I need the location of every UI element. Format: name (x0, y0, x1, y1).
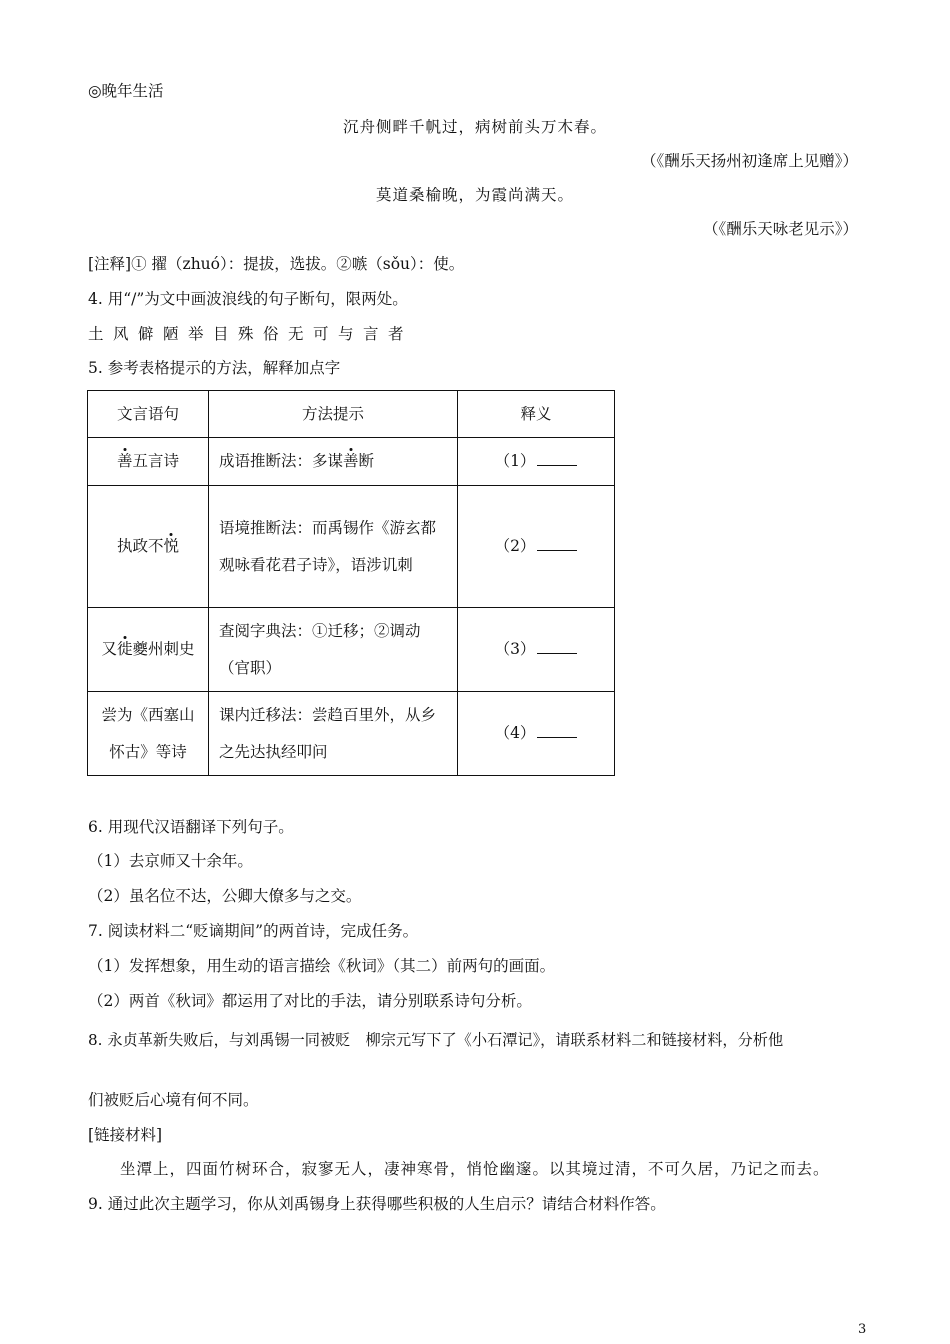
question-6-item-1: （1）去京师又十余年。 (88, 852, 253, 870)
row3-sentence: 又徙夔州刺史 (88, 608, 209, 692)
dotted-char: 悦 (163, 537, 180, 555)
answer-blank[interactable] (537, 451, 577, 466)
poem2-source: （《酬乐天咏老见示》） (702, 220, 858, 238)
header-method: 方法提示 (209, 391, 458, 438)
header-sentence: 文言语句 (88, 391, 209, 438)
row4-sentence: 尝为《西塞山怀古》等诗 (88, 692, 209, 776)
question-4: 4. 用“/”为文中画波浪线的句子断句，限两处。 (88, 290, 408, 308)
row2-hint: 语境推断法：而禹锡作《游玄都观咏看花君子诗》，语涉讥刺 (209, 486, 458, 608)
question-6: 6. 用现代汉语翻译下列句子。 (88, 818, 294, 836)
question-4-sentence: 土风僻陋举目殊俗无可与言者 (88, 325, 414, 343)
row4-hint: 课内迁移法：尝趋百里外，从乡之先达执经叩问 (209, 692, 458, 776)
link-material-label: [链接材料] (88, 1126, 163, 1144)
question-8-line-1: 8. 永贞革新失败后，与刘禹锡一同被贬 柳宗元写下了《小石潭记》，请联系材料二和链接材料，分析他 (88, 1031, 784, 1049)
table-row (88, 692, 615, 776)
question-7: 7. 阅读材料二“贬谪期间”的两首诗，完成任务。 (88, 922, 419, 940)
row2-answer[interactable]: （2） (458, 486, 615, 608)
row4-answer[interactable]: （4） (458, 692, 615, 776)
poem1-line: 沉舟侧畔千帆过，病树前头万木春。 (342, 118, 607, 136)
table-row (88, 486, 615, 608)
question-6-item-2: （2）虽名位不达，公卿大僚多与之交。 (88, 887, 362, 905)
link-material-text: 坐潭上，四面竹树环合，寂寥无人，凄神寒骨，悄怆幽邃。以其境过清，不可久居，乃记之而去。 (120, 1160, 830, 1178)
answer-blank[interactable] (537, 639, 577, 654)
table-header-row (88, 391, 615, 438)
dotted-char: 善 (343, 452, 359, 470)
question-8-line-2: 们被贬后心境有何不同。 (88, 1091, 259, 1109)
table-row (88, 608, 615, 692)
annotation-note: [注释]① 擢（zhuó）：提拔，选拔。②嗾（sǒu）：使。 (88, 255, 465, 273)
poem1-source: （《酬乐天扬州初逢席上见赠》） (640, 152, 858, 170)
poem2-line: 莫道桑榆晚，为霞尚满天。 (375, 186, 574, 204)
row3-answer[interactable]: （3） (458, 608, 615, 692)
row1-sentence: 善五言诗 (88, 438, 209, 486)
dotted-char: 善 (116, 452, 133, 470)
section-title: ◎晚年生活 (88, 82, 164, 100)
row1-hint: 成语推断法：多谋善断 (209, 438, 458, 486)
question-7-item-1: （1）发挥想象，用生动的语言描绘《秋词》（其二）前两句的画面。 (88, 957, 556, 975)
table-row (88, 438, 615, 486)
header-meaning: 释义 (458, 391, 615, 438)
question-7-item-2: （2）两首《秋词》都运用了对比的手法，请分别联系诗句分析。 (88, 992, 532, 1010)
row3-hint: 查阅字典法：①迁移；②调动（官职） (209, 608, 458, 692)
row2-sentence: 执政不悦 (88, 486, 209, 608)
row1-answer[interactable]: （1） (458, 438, 615, 486)
dotted-char: 徙 (116, 640, 133, 658)
answer-blank[interactable] (537, 723, 577, 738)
page-number: 3 (858, 1322, 867, 1337)
method-table (87, 390, 615, 776)
question-5: 5. 参考表格提示的方法，解释加点字 (88, 359, 341, 377)
question-9: 9. 通过此次主题学习，你从刘禹锡身上获得哪些积极的人生启示？请结合材料作答。 (88, 1195, 666, 1213)
answer-blank[interactable] (537, 536, 577, 551)
